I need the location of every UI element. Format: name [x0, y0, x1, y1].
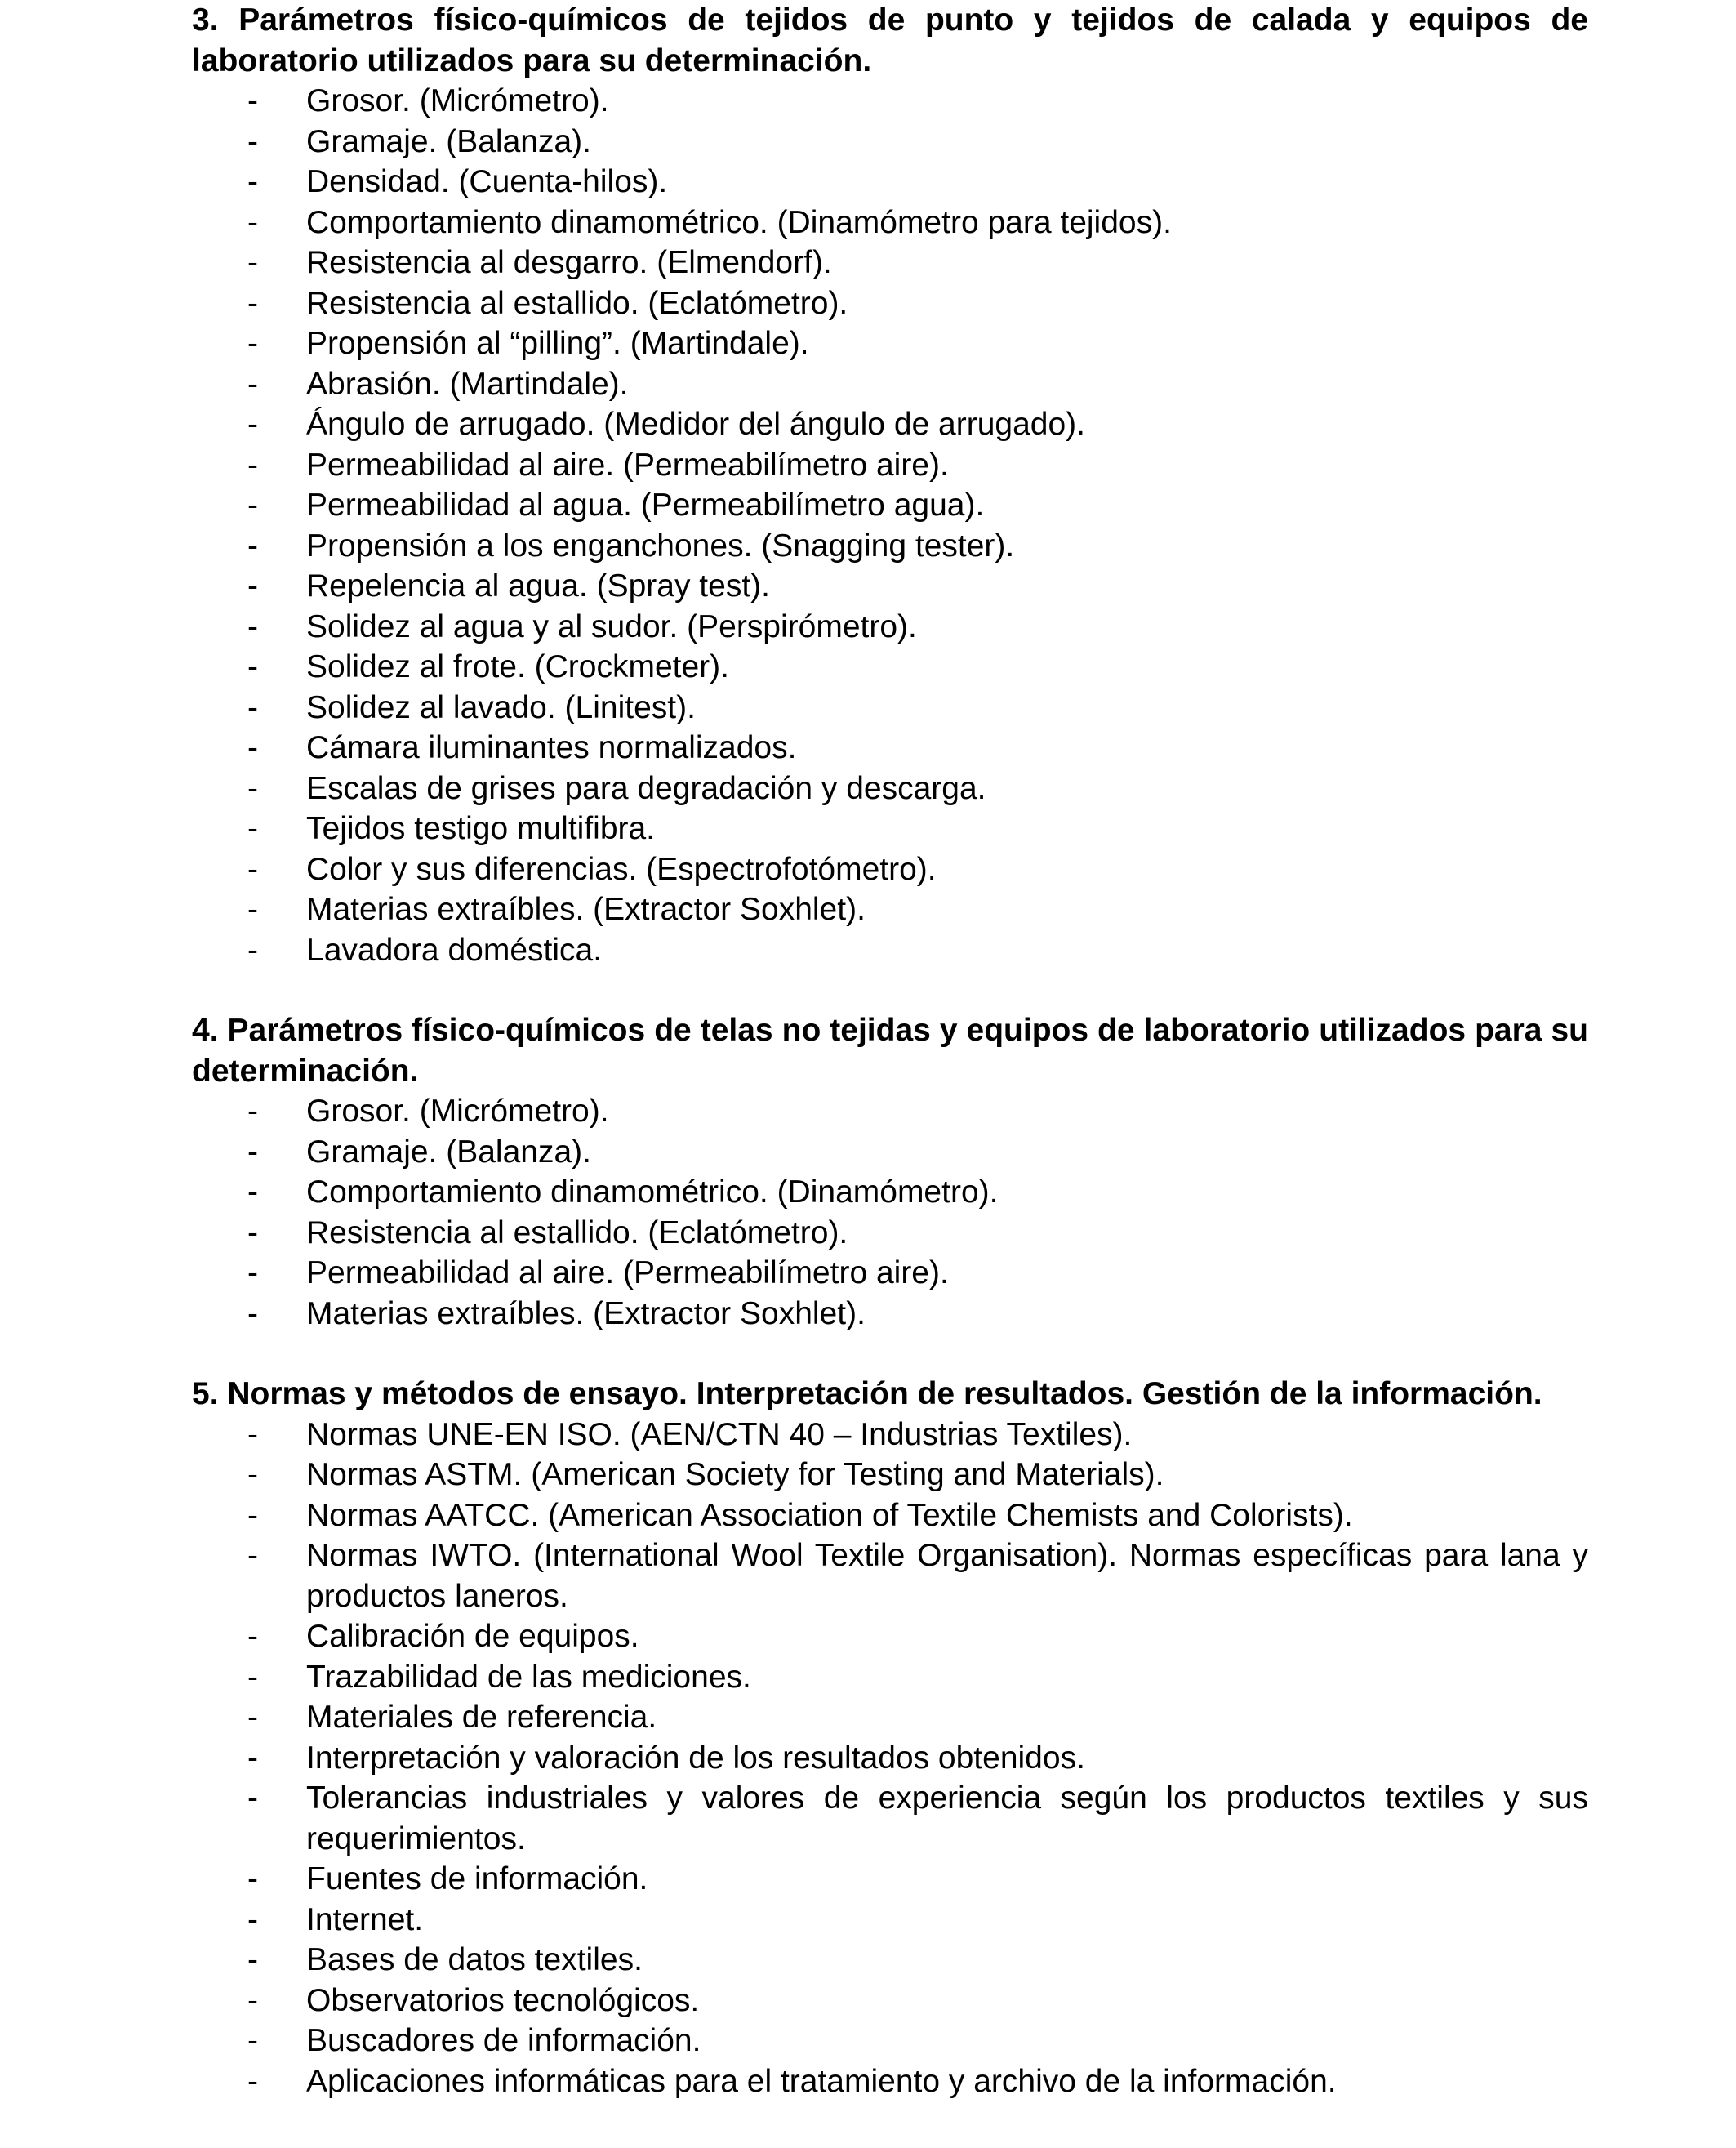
- list-item-text: Materias extraíbles. (Extractor Soxhlet).: [306, 1295, 866, 1331]
- list-item-text: Bases de datos textiles.: [306, 1942, 643, 1977]
- bullet-dash: -: [247, 1295, 258, 1331]
- list-item-text: Aplicaciones informáticas para el tratamiento y archivo de la información.: [306, 2063, 1337, 2099]
- list-item-text: Propensión al “pilling”. (Martindale).: [306, 326, 809, 361]
- list-item: [192, 1859, 1588, 1900]
- bullet-dash: -: [247, 1538, 258, 1573]
- list-item: [192, 1415, 1588, 1455]
- list-item-text: Solidez al lavado. (Linitest).: [306, 689, 696, 725]
- list-item-text: Escalas de grises para degradación y descarga.: [306, 770, 986, 806]
- section-heading: 5. Normas y métodos de ensayo. Interpretación de resultados. Gestión de la información.: [192, 1376, 1542, 1411]
- section-item-list: [192, 1415, 1588, 2102]
- bullet-dash: -: [247, 1214, 258, 1250]
- list-item-text: Normas IWTO. (International Wool Textile Organisation). Normas específicas para lana y productos laneros.: [306, 1538, 1588, 1614]
- list-item-text: Permeabilidad al aire. (Permeabilímetro aire).: [306, 1255, 949, 1290]
- list-item: [192, 162, 1588, 203]
- bullet-dash: -: [247, 730, 258, 765]
- list-item-text: Gramaje. (Balanza).: [306, 1134, 591, 1170]
- list-item: [192, 1738, 1588, 1779]
- bullet-dash: -: [247, 1659, 258, 1695]
- list-item: [192, 1294, 1588, 1335]
- list-item: [192, 1940, 1588, 1981]
- list-item: [192, 809, 1588, 849]
- list-item: [192, 1900, 1588, 1941]
- bullet-dash: -: [247, 488, 258, 523]
- list-item: [192, 243, 1588, 283]
- list-item: [192, 1213, 1588, 1254]
- list-item: [192, 1132, 1588, 1173]
- bullet-dash: -: [247, 407, 258, 442]
- list-item: [192, 607, 1588, 648]
- bullet-dash: -: [247, 204, 258, 240]
- bullet-dash: -: [247, 366, 258, 402]
- list-item-text: Permeabilidad al aire. (Permeabilímetro aire).: [306, 447, 949, 483]
- list-item-text: Normas AATCC. (American Association of Textile Chemists and Colorists).: [306, 1497, 1353, 1533]
- bullet-dash: -: [247, 892, 258, 927]
- section-3: [192, 0, 1588, 970]
- bullet-dash: -: [247, 1861, 258, 1896]
- bullet-dash: -: [247, 568, 258, 604]
- bullet-dash: -: [247, 447, 258, 483]
- list-item: [192, 1657, 1588, 1698]
- section-4: [192, 1010, 1588, 1334]
- list-item-text: Lavadora doméstica.: [306, 932, 603, 968]
- section-heading: 3. Parámetros físico-químicos de tejidos de punto y tejidos de calada y equipos de laboratorio utilizados para su determinación.: [192, 2, 1588, 78]
- list-item: [192, 1616, 1588, 1657]
- bullet-dash: -: [247, 285, 258, 321]
- bullet-dash: -: [247, 608, 258, 644]
- list-item-text: Grosor. (Micrómetro).: [306, 1094, 609, 1129]
- bullet-dash: -: [247, 770, 258, 806]
- bullet-dash: -: [247, 1740, 258, 1776]
- document-page: [192, 0, 1588, 2101]
- list-item-text: Resistencia al desgarro. (Elmendorf).: [306, 245, 832, 280]
- list-item-text: Tolerancias industriales y valores de experiencia según los productos textiles y sus requerimientos.: [306, 1780, 1588, 1856]
- bullet-dash: -: [247, 123, 258, 159]
- list-item-text: Normas ASTM. (American Society for Testing and Materials).: [306, 1457, 1164, 1492]
- list-item: [192, 1697, 1588, 1738]
- list-item: [192, 889, 1588, 930]
- list-item: [192, 81, 1588, 122]
- section-item-list: [192, 81, 1588, 970]
- list-item-text: Densidad. (Cuenta-hilos).: [306, 164, 668, 199]
- bullet-dash: -: [247, 1780, 258, 1816]
- list-item-text: Tejidos testigo multifibra.: [306, 811, 656, 846]
- list-item-text: Cámara iluminantes normalizados.: [306, 730, 797, 765]
- list-item: [192, 1253, 1588, 1294]
- bullet-dash: -: [247, 1700, 258, 1735]
- list-item: [192, 1172, 1588, 1213]
- bullet-dash: -: [247, 811, 258, 846]
- bullet-dash: -: [247, 851, 258, 887]
- bullet-dash: -: [247, 164, 258, 199]
- section-heading: 4. Parámetros físico-químicos de telas no tejidas y equipos de laboratorio utilizados para su determinación.: [192, 1013, 1588, 1089]
- bullet-dash: -: [247, 932, 258, 968]
- list-item: [192, 930, 1588, 971]
- list-item: [192, 445, 1588, 486]
- bullet-dash: -: [247, 2063, 258, 2099]
- list-item-text: Observatorios tecnológicos.: [306, 1982, 700, 2018]
- list-item: [192, 364, 1588, 405]
- bullet-dash: -: [247, 2023, 258, 2058]
- list-item: [192, 203, 1588, 243]
- list-item: [192, 404, 1588, 445]
- list-item-text: Abrasión. (Martindale).: [306, 366, 629, 402]
- list-item-text: Calibración de equipos.: [306, 1619, 639, 1654]
- list-item: [192, 1091, 1588, 1132]
- bullet-dash: -: [247, 1457, 258, 1492]
- bullet-dash: -: [247, 1094, 258, 1129]
- list-item: [192, 283, 1588, 324]
- bullet-dash: -: [247, 1982, 258, 2018]
- bullet-dash: -: [247, 245, 258, 280]
- list-item-text: Propensión a los enganchones. (Snagging tester).: [306, 528, 1015, 564]
- list-item-text: Materiales de referencia.: [306, 1700, 657, 1735]
- list-item: [192, 323, 1588, 364]
- list-item: [192, 566, 1588, 607]
- list-item: [192, 647, 1588, 688]
- bullet-dash: -: [247, 83, 258, 118]
- list-item-text: Resistencia al estallido. (Eclatómetro).: [306, 285, 848, 321]
- bullet-dash: -: [247, 1255, 258, 1290]
- list-item-text: Internet.: [306, 1901, 424, 1937]
- list-item-text: Solidez al frote. (Crockmeter).: [306, 649, 729, 684]
- bullet-dash: -: [247, 1174, 258, 1210]
- list-item-text: Gramaje. (Balanza).: [306, 123, 591, 159]
- list-item-text: Materias extraíbles. (Extractor Soxhlet).: [306, 892, 866, 927]
- list-item-text: Color y sus diferencias. (Espectrofotómetro).: [306, 851, 937, 887]
- bullet-dash: -: [247, 1619, 258, 1654]
- list-item: [192, 485, 1588, 526]
- list-item-text: Resistencia al estallido. (Eclatómetro).: [306, 1214, 848, 1250]
- list-item-text: Comportamiento dinamométrico. (Dinamómetro).: [306, 1174, 999, 1210]
- section-5: [192, 1374, 1588, 2101]
- list-item-text: Normas UNE-EN ISO. (AEN/CTN 40 – Industrias Textiles).: [306, 1416, 1133, 1452]
- bullet-dash: -: [247, 689, 258, 725]
- bullet-dash: -: [247, 326, 258, 361]
- list-item: [192, 1535, 1588, 1616]
- list-item: [192, 2021, 1588, 2061]
- list-item: [192, 769, 1588, 809]
- list-item: [192, 1495, 1588, 1536]
- list-item: [192, 688, 1588, 729]
- list-item: [192, 849, 1588, 890]
- list-item-text: Fuentes de información.: [306, 1861, 648, 1896]
- bullet-dash: -: [247, 1416, 258, 1452]
- bullet-dash: -: [247, 1942, 258, 1977]
- list-item-text: Permeabilidad al agua. (Permeabilímetro agua).: [306, 488, 985, 523]
- list-item: [192, 1778, 1588, 1859]
- list-item-text: Interpretación y valoración de los resultados obtenidos.: [306, 1740, 1085, 1776]
- list-item-text: Grosor. (Micrómetro).: [306, 83, 609, 118]
- list-item: [192, 728, 1588, 769]
- list-item: [192, 1455, 1588, 1495]
- list-item: [192, 122, 1588, 163]
- list-item-text: Solidez al agua y al sudor. (Perspirómetro).: [306, 608, 917, 644]
- list-item: [192, 2061, 1588, 2102]
- bullet-dash: -: [247, 1134, 258, 1170]
- list-item-text: Repelencia al agua. (Spray test).: [306, 568, 770, 604]
- bullet-dash: -: [247, 1497, 258, 1533]
- list-item-text: Ángulo de arrugado. (Medidor del ángulo de arrugado).: [306, 407, 1085, 442]
- list-item-text: Comportamiento dinamométrico. (Dinamómetro para tejidos).: [306, 204, 1172, 240]
- section-item-list: [192, 1091, 1588, 1334]
- bullet-dash: -: [247, 528, 258, 564]
- list-item: [192, 1981, 1588, 2021]
- bullet-dash: -: [247, 649, 258, 684]
- list-item-text: Buscadores de información.: [306, 2023, 701, 2058]
- list-item: [192, 526, 1588, 567]
- bullet-dash: -: [247, 1901, 258, 1937]
- list-item-text: Trazabilidad de las mediciones.: [306, 1659, 751, 1695]
